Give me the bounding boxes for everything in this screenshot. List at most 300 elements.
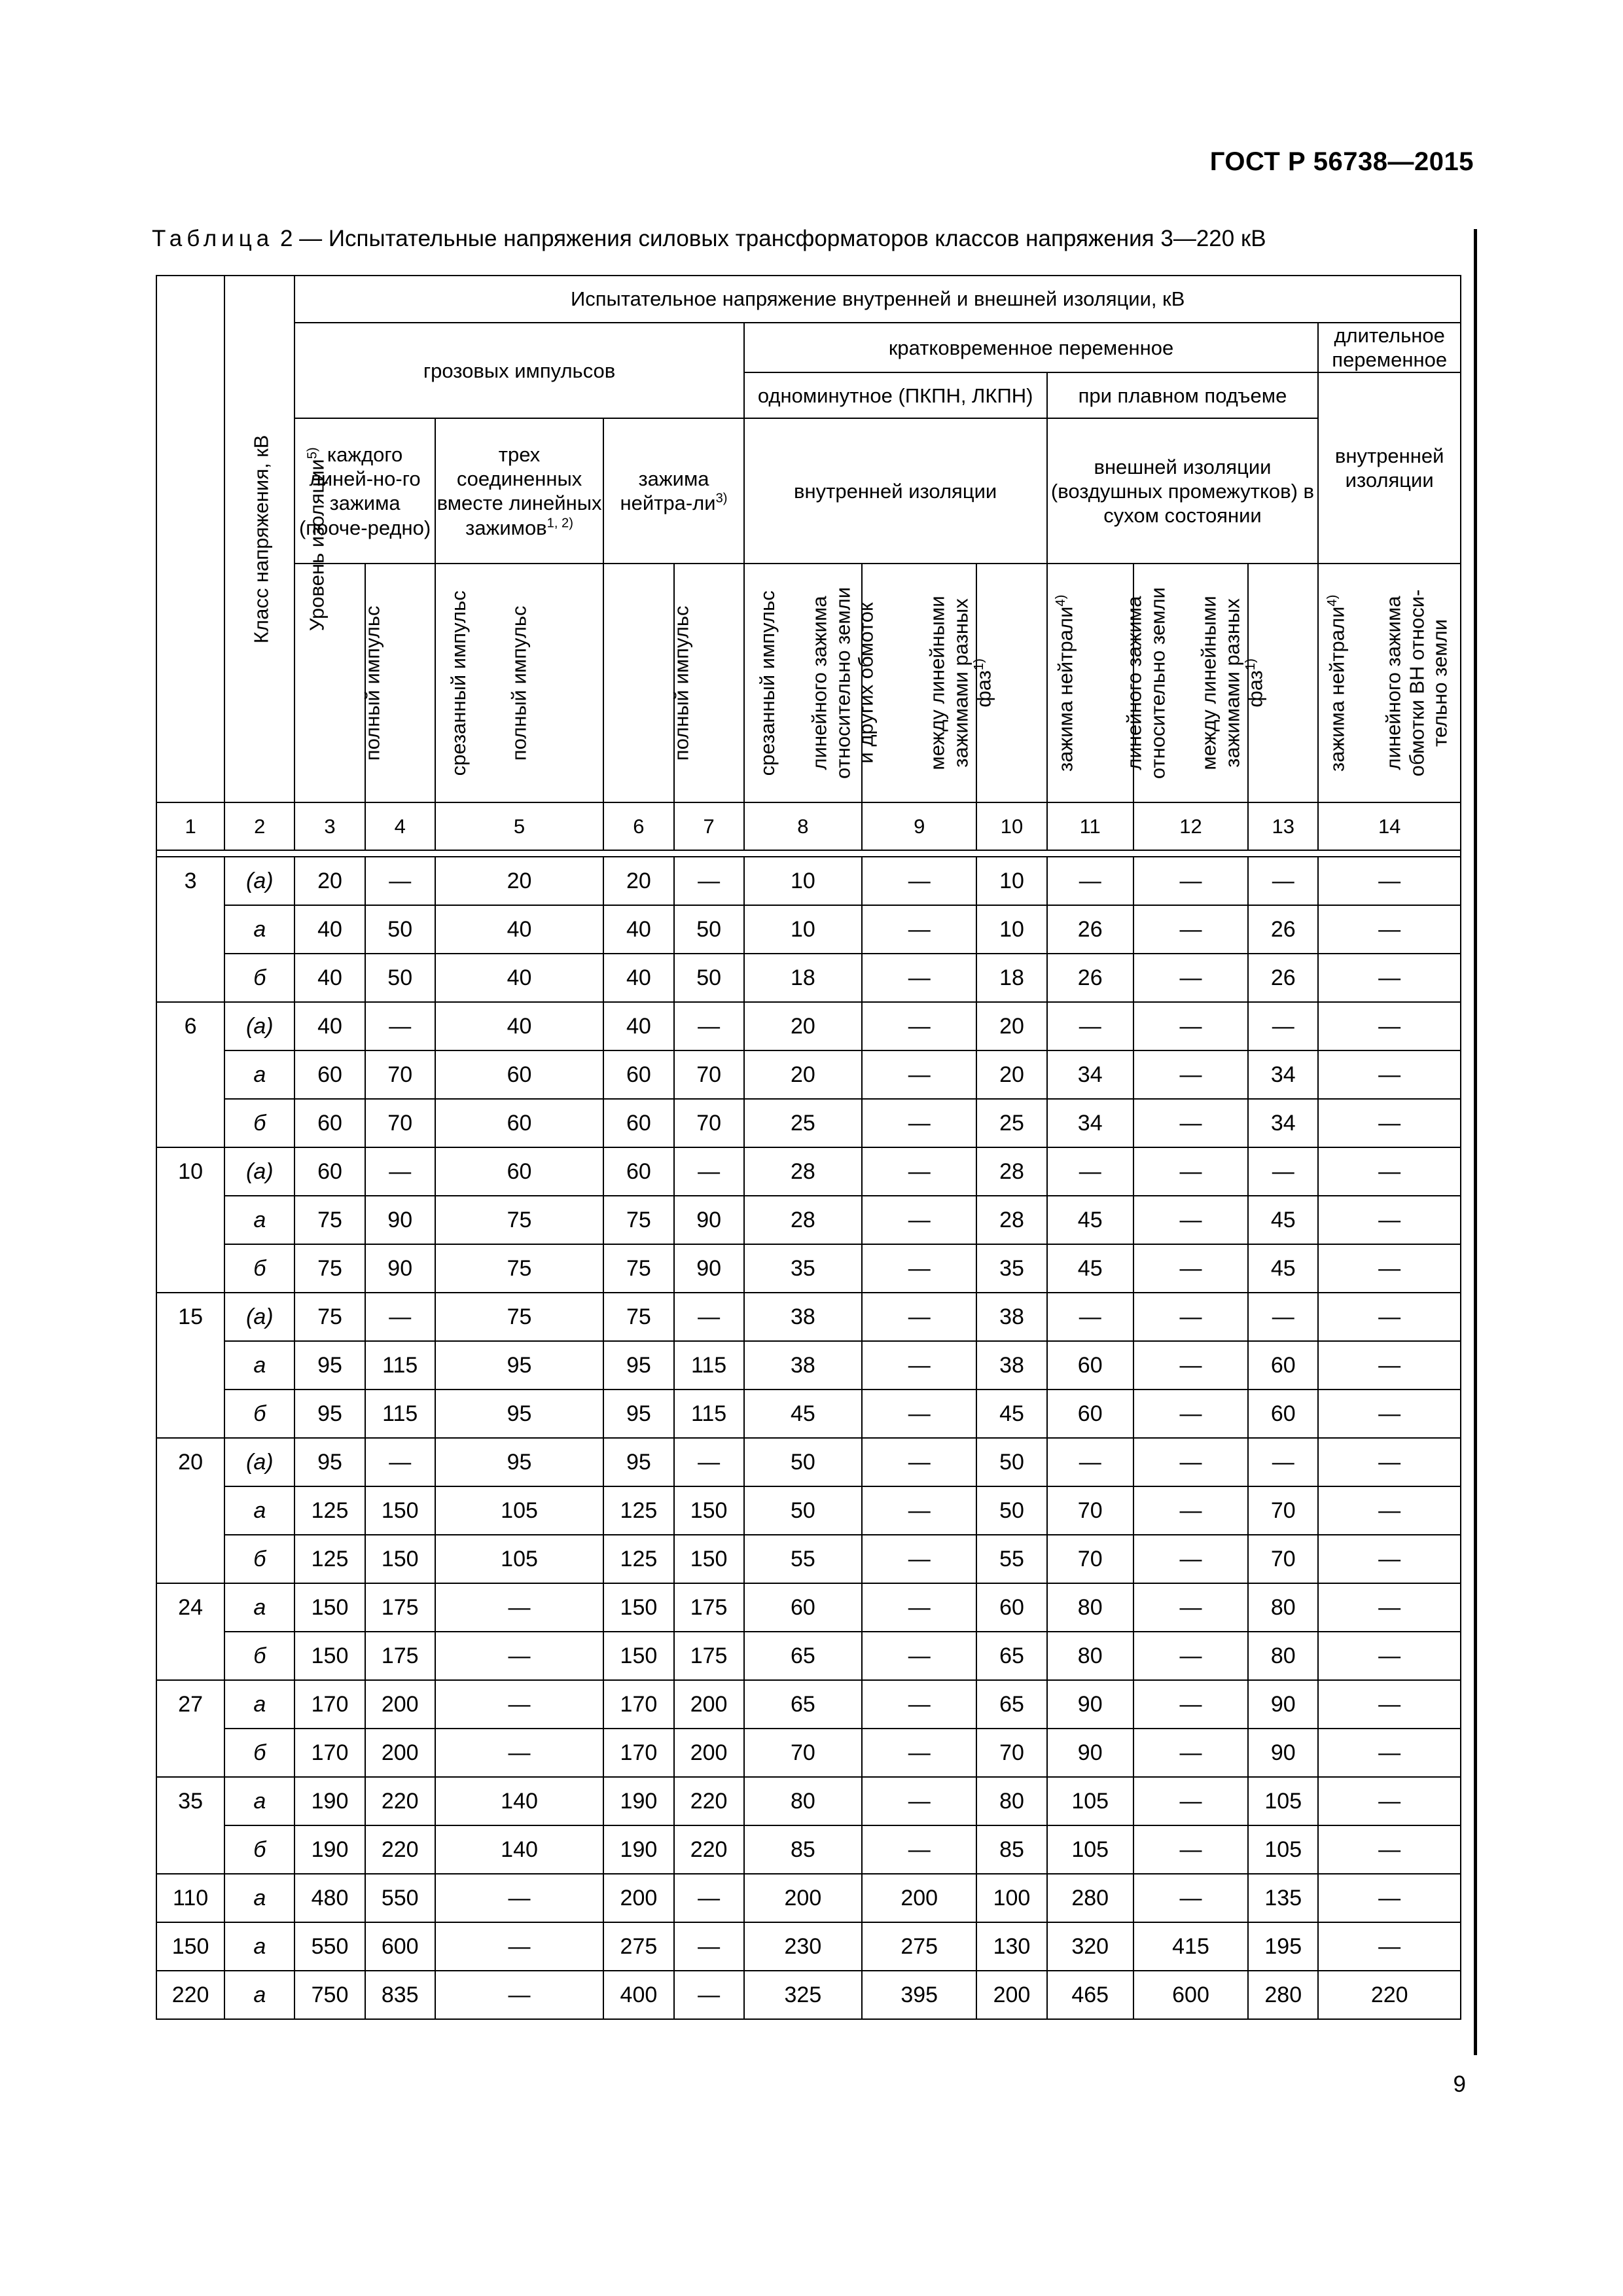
value-cell: — (1047, 1293, 1133, 1341)
value-cell: — (862, 1632, 976, 1680)
value-cell: 125 (294, 1535, 365, 1583)
value-cell: 200 (674, 1680, 744, 1729)
double-rule (156, 850, 1461, 857)
header-chopped-impulse-7: срезанный импульс (674, 564, 744, 802)
value-cell: 70 (744, 1729, 862, 1777)
value-cell: 835 (365, 1971, 435, 2019)
value-cell: 125 (294, 1486, 365, 1535)
value-cell: — (365, 1438, 435, 1486)
value-cell: — (435, 1583, 604, 1632)
value-cell: 34 (1248, 1050, 1318, 1099)
value-cell: — (1047, 1438, 1133, 1486)
value-cell: — (862, 905, 976, 954)
table-row (156, 1535, 1461, 1583)
value-cell: 190 (294, 1825, 365, 1874)
value-cell: 75 (294, 1293, 365, 1341)
column-number: 2 (224, 802, 294, 850)
column-number: 8 (744, 802, 862, 850)
value-cell: 60 (435, 1099, 604, 1147)
value-cell: — (862, 1390, 976, 1438)
value-cell: 50 (744, 1486, 862, 1535)
value-cell: 50 (976, 1438, 1046, 1486)
insulation-level-cell: а (224, 1922, 294, 1971)
value-cell: 25 (744, 1099, 862, 1147)
value-cell: 45 (1248, 1196, 1318, 1244)
value-cell: 200 (976, 1971, 1046, 2019)
value-cell: — (674, 1002, 744, 1050)
header-line-to-ground: линейного зажима относительно земли (1047, 564, 1133, 802)
value-cell: 150 (365, 1535, 435, 1583)
value-cell: 65 (744, 1680, 862, 1729)
column-number: 6 (603, 802, 673, 850)
value-cell: 60 (1047, 1341, 1133, 1390)
value-cell: 175 (674, 1583, 744, 1632)
value-cell: — (862, 954, 976, 1002)
value-cell: 38 (976, 1293, 1046, 1341)
value-cell: — (1318, 1825, 1461, 1874)
value-cell: 70 (1047, 1486, 1133, 1535)
value-cell: 28 (744, 1196, 862, 1244)
value-cell: 175 (365, 1583, 435, 1632)
value-cell: 20 (435, 857, 604, 905)
value-cell: 60 (1047, 1390, 1133, 1438)
value-cell: 280 (1248, 1971, 1318, 2019)
value-cell: 60 (435, 1147, 604, 1196)
table-row (156, 905, 1461, 954)
value-cell: 10 (744, 905, 862, 954)
value-cell: — (862, 1050, 976, 1099)
value-cell: — (862, 1583, 976, 1632)
value-cell: — (1047, 1147, 1133, 1196)
header-between-phases-9: между линейными зажимами разных фаз$^{1)}$ (862, 564, 976, 802)
table-row (156, 1002, 1461, 1050)
value-cell: — (1318, 1583, 1461, 1632)
insulation-level-cell: (а) (224, 857, 294, 905)
value-cell: — (1318, 1535, 1461, 1583)
voltage-class-cell: 3 (156, 857, 224, 1002)
insulation-level-cell: а (224, 1874, 294, 1922)
value-cell: 80 (976, 1777, 1046, 1825)
value-cell: 95 (435, 1438, 604, 1486)
header-lightning: грозовых импульсов (294, 323, 743, 418)
value-cell: 220 (674, 1777, 744, 1825)
value-cell: — (674, 1438, 744, 1486)
value-cell: 95 (294, 1438, 365, 1486)
value-cell: 95 (603, 1438, 673, 1486)
value-cell: 80 (1047, 1583, 1133, 1632)
value-cell: 55 (744, 1535, 862, 1583)
value-cell: 35 (976, 1244, 1046, 1293)
value-cell: 75 (435, 1293, 604, 1341)
value-cell: 20 (976, 1050, 1046, 1099)
column-number: 7 (674, 802, 744, 850)
value-cell: 115 (674, 1390, 744, 1438)
table-row (156, 954, 1461, 1002)
value-cell: — (674, 1971, 744, 2019)
value-cell: — (1318, 1341, 1461, 1390)
value-cell: 140 (435, 1825, 604, 1874)
column-number-row (156, 802, 1461, 850)
table-row (156, 1729, 1461, 1777)
value-cell: — (1133, 905, 1248, 954)
value-cell: 70 (674, 1050, 744, 1099)
column-number: 5 (435, 802, 604, 850)
value-cell: 115 (365, 1390, 435, 1438)
value-cell: 26 (1248, 954, 1318, 1002)
value-cell: — (674, 1147, 744, 1196)
column-number: 3 (294, 802, 365, 850)
value-cell: — (435, 1971, 604, 2019)
insulation-level-cell: а (224, 1680, 294, 1729)
voltage-class-cell: 110 (156, 1874, 224, 1922)
value-cell: — (1133, 1341, 1248, 1390)
value-cell: 28 (976, 1147, 1046, 1196)
value-cell: 60 (603, 1147, 673, 1196)
value-cell: 50 (976, 1486, 1046, 1535)
test-voltage-table (156, 275, 1461, 2020)
value-cell: 150 (365, 1486, 435, 1535)
margin-rule (1474, 229, 1477, 2055)
value-cell: — (365, 1147, 435, 1196)
voltage-class-cell: 6 (156, 1002, 224, 1147)
value-cell: 10 (976, 905, 1046, 954)
value-cell: 105 (1047, 1825, 1133, 1874)
value-cell: — (862, 1535, 976, 1583)
value-cell: — (1133, 1244, 1248, 1293)
value-cell: 750 (294, 1971, 365, 2019)
header-hv-line-to-ground: линейного зажима обмотки ВН относи-тельно земли (1318, 564, 1461, 802)
value-cell: 80 (1248, 1632, 1318, 1680)
value-cell: — (1318, 1293, 1461, 1341)
insulation-level-cell: а (224, 1971, 294, 2019)
table-row (156, 1390, 1461, 1438)
table-body (156, 850, 1461, 2019)
value-cell: 70 (1248, 1486, 1318, 1535)
value-cell: 65 (744, 1632, 862, 1680)
insulation-level-cell: б (224, 1729, 294, 1777)
value-cell: 10 (744, 857, 862, 905)
insulation-level-cell: а (224, 1486, 294, 1535)
value-cell: — (862, 1341, 976, 1390)
value-cell: 20 (976, 1002, 1046, 1050)
header-between-phases-12: между линейными зажимами разных фаз$^{1)}$ (1133, 564, 1248, 802)
value-cell: 34 (1047, 1050, 1133, 1099)
value-cell: 90 (365, 1244, 435, 1293)
value-cell: — (1133, 1486, 1248, 1535)
table-row (156, 1632, 1461, 1680)
header-chopped-impulse-4: срезанный импульс (365, 564, 435, 802)
value-cell: 28 (744, 1147, 862, 1196)
value-cell: 140 (435, 1777, 604, 1825)
value-cell: 125 (603, 1486, 673, 1535)
insulation-level-cell: (а) (224, 1293, 294, 1341)
value-cell: — (435, 1922, 604, 1971)
value-cell: 75 (603, 1244, 673, 1293)
value-cell: — (674, 1293, 744, 1341)
value-cell: — (1047, 857, 1133, 905)
header-external-insulation: внешней изоляции (воздушных промежутков) в сухом состоянии (1047, 418, 1319, 564)
value-cell: — (1318, 1874, 1461, 1922)
value-cell: — (862, 1293, 976, 1341)
voltage-class-cell: 220 (156, 1971, 224, 2019)
value-cell: 125 (603, 1535, 673, 1583)
value-cell: — (1133, 1825, 1248, 1874)
value-cell: 20 (294, 857, 365, 905)
header-long-ac: длительное переменное (1318, 323, 1461, 372)
table-row (156, 1341, 1461, 1390)
value-cell: 220 (1318, 1971, 1461, 2019)
column-number: 1 (156, 802, 224, 850)
value-cell: — (1318, 1729, 1461, 1777)
value-cell: — (1318, 1777, 1461, 1825)
value-cell: 75 (294, 1196, 365, 1244)
value-cell: 65 (976, 1680, 1046, 1729)
value-cell: — (1318, 954, 1461, 1002)
table-row (156, 1099, 1461, 1147)
value-cell: 60 (603, 1050, 673, 1099)
value-cell: 95 (435, 1341, 604, 1390)
value-cell: — (1248, 857, 1318, 905)
value-cell: — (1318, 1002, 1461, 1050)
value-cell: 45 (1248, 1244, 1318, 1293)
value-cell: 55 (976, 1535, 1046, 1583)
value-cell: — (1318, 1196, 1461, 1244)
value-cell: 45 (1047, 1196, 1133, 1244)
value-cell: — (1133, 857, 1248, 905)
value-cell: — (862, 1680, 976, 1729)
value-cell: — (1318, 1099, 1461, 1147)
table-row (156, 1680, 1461, 1729)
value-cell: 135 (1248, 1874, 1318, 1922)
voltage-class-cell: 24 (156, 1583, 224, 1680)
value-cell: 115 (674, 1341, 744, 1390)
value-cell: 200 (603, 1874, 673, 1922)
value-cell: — (862, 857, 976, 905)
insulation-level-cell: (а) (224, 1438, 294, 1486)
value-cell: 105 (1047, 1777, 1133, 1825)
value-cell: — (1133, 1680, 1248, 1729)
value-cell: — (1248, 1438, 1318, 1486)
insulation-level-cell: б (224, 1390, 294, 1438)
insulation-level-cell: а (224, 1050, 294, 1099)
value-cell: 90 (674, 1244, 744, 1293)
value-cell: — (1133, 1099, 1248, 1147)
value-cell: 25 (976, 1099, 1046, 1147)
value-cell: 40 (294, 905, 365, 954)
value-cell: — (1318, 1050, 1461, 1099)
value-cell: 60 (744, 1583, 862, 1632)
table-caption (152, 226, 1266, 252)
value-cell: 200 (744, 1874, 862, 1922)
value-cell: 325 (744, 1971, 862, 2019)
value-cell: 60 (976, 1583, 1046, 1632)
value-cell: — (674, 1922, 744, 1971)
value-cell: — (1133, 1438, 1248, 1486)
header-three-terminals: трех соединенных вместе линейных зажимов$^{1, 2)}$ (435, 418, 604, 564)
table-header (156, 276, 1461, 850)
insulation-level-cell: б (224, 1632, 294, 1680)
value-cell: — (1318, 1486, 1461, 1535)
value-cell: 175 (365, 1632, 435, 1680)
value-cell: 45 (976, 1390, 1046, 1438)
value-cell: — (1133, 954, 1248, 1002)
value-cell: 38 (744, 1293, 862, 1341)
page-number: 9 (1453, 2072, 1466, 2097)
insulation-level-cell: а (224, 1583, 294, 1632)
caption-lead: Таблица (152, 226, 274, 251)
value-cell: 18 (744, 954, 862, 1002)
table-row (156, 1050, 1461, 1099)
value-cell: 40 (294, 1002, 365, 1050)
voltage-class-cell: 15 (156, 1293, 224, 1438)
voltage-class-cell: 10 (156, 1147, 224, 1293)
value-cell: 415 (1133, 1922, 1248, 1971)
table-row (156, 1244, 1461, 1293)
value-cell: 170 (603, 1680, 673, 1729)
caption-text: 2 — Испытательные напряжения силовых трансформаторов классов напряжения 3—220 кВ (274, 226, 1266, 251)
value-cell: — (1318, 1632, 1461, 1680)
value-cell: — (1318, 905, 1461, 954)
value-cell: 220 (365, 1777, 435, 1825)
value-cell: 65 (976, 1632, 1046, 1680)
header-full-impulse-3: полный импульс (294, 564, 365, 802)
insulation-level-cell: б (224, 1535, 294, 1583)
value-cell: 50 (674, 954, 744, 1002)
value-cell: 20 (603, 857, 673, 905)
insulation-level-cell: б (224, 1244, 294, 1293)
value-cell: 75 (603, 1293, 673, 1341)
value-cell: 95 (603, 1390, 673, 1438)
value-cell: 75 (435, 1196, 604, 1244)
header-one-minute: одноминутное (ПКПН, ЛКПН) (744, 372, 1047, 418)
value-cell: — (1047, 1002, 1133, 1050)
value-cell: — (1133, 1196, 1248, 1244)
value-cell: 200 (365, 1680, 435, 1729)
value-cell: — (1133, 1390, 1248, 1438)
insulation-level-cell: а (224, 905, 294, 954)
value-cell: — (1248, 1293, 1318, 1341)
column-number: 13 (1248, 802, 1318, 850)
value-cell: 60 (603, 1099, 673, 1147)
value-cell: 395 (862, 1971, 976, 2019)
value-cell: 600 (1133, 1971, 1248, 2019)
header-neutral-13: зажима нейтрали$^{4)}$ (1248, 564, 1318, 802)
table-row (156, 1293, 1461, 1341)
value-cell: 220 (674, 1825, 744, 1874)
value-cell: 40 (603, 905, 673, 954)
value-cell: — (1133, 1293, 1248, 1341)
value-cell: 40 (435, 1002, 604, 1050)
value-cell: 465 (1047, 1971, 1133, 2019)
value-cell: 70 (365, 1099, 435, 1147)
value-cell: 150 (674, 1486, 744, 1535)
value-cell: 130 (976, 1922, 1046, 1971)
value-cell: 50 (365, 954, 435, 1002)
value-cell: 220 (365, 1825, 435, 1874)
standard-number: ГОСТ Р 56738—2015 (1209, 147, 1474, 176)
header-short-ac: кратковременное переменное (744, 323, 1319, 372)
value-cell: — (1318, 1244, 1461, 1293)
column-number: 10 (976, 802, 1046, 850)
value-cell: 95 (435, 1390, 604, 1438)
insulation-level-cell: (а) (224, 1002, 294, 1050)
value-cell: 80 (1248, 1583, 1318, 1632)
value-cell: 60 (1248, 1390, 1318, 1438)
value-cell: 70 (1248, 1535, 1318, 1583)
value-cell: 200 (862, 1874, 976, 1922)
value-cell: 100 (976, 1874, 1046, 1922)
value-cell: 70 (976, 1729, 1046, 1777)
value-cell: 26 (1047, 905, 1133, 954)
table-row (156, 1825, 1461, 1874)
value-cell: 150 (294, 1632, 365, 1680)
value-cell: 60 (294, 1099, 365, 1147)
header-test-voltage: Испытательное напряжение внутренней и внешней изоляции, кВ (294, 276, 1461, 323)
value-cell: — (674, 1874, 744, 1922)
value-cell: 400 (603, 1971, 673, 2019)
value-cell: 190 (603, 1777, 673, 1825)
value-cell: 10 (976, 857, 1046, 905)
value-cell: 150 (674, 1535, 744, 1583)
value-cell: 275 (862, 1922, 976, 1971)
value-cell: — (862, 1099, 976, 1147)
value-cell: 90 (1047, 1680, 1133, 1729)
value-cell: — (862, 1729, 976, 1777)
voltage-class-cell: 27 (156, 1680, 224, 1777)
value-cell: 115 (365, 1341, 435, 1390)
header-internal-insulation: внутренней изоляции (744, 418, 1047, 564)
value-cell: — (862, 1486, 976, 1535)
value-cell: 60 (1248, 1341, 1318, 1390)
header-insulation-level: Уровень изоляции$^{5)}$ (224, 276, 294, 802)
column-number: 14 (1318, 802, 1461, 850)
value-cell: — (435, 1632, 604, 1680)
value-cell: — (435, 1874, 604, 1922)
value-cell: 190 (294, 1777, 365, 1825)
voltage-class-cell: 35 (156, 1777, 224, 1874)
header-smooth-rise: при плавном подъеме (1047, 372, 1319, 418)
value-cell: 35 (744, 1244, 862, 1293)
value-cell: 230 (744, 1922, 862, 1971)
table-row (156, 857, 1461, 905)
value-cell: 50 (744, 1438, 862, 1486)
value-cell: 600 (365, 1922, 435, 1971)
value-cell: 90 (1047, 1729, 1133, 1777)
value-cell: 275 (603, 1922, 673, 1971)
value-cell: 60 (435, 1050, 604, 1099)
value-cell: 90 (1248, 1680, 1318, 1729)
value-cell: 90 (365, 1196, 435, 1244)
value-cell: 480 (294, 1874, 365, 1922)
header-neutral-terminal: зажима нейтра-$ли^{3)}$ (603, 418, 743, 564)
value-cell: — (862, 1825, 976, 1874)
value-cell: — (862, 1196, 976, 1244)
value-cell: — (1133, 1632, 1248, 1680)
value-cell: 60 (294, 1147, 365, 1196)
value-cell: 38 (976, 1341, 1046, 1390)
value-cell: 40 (294, 954, 365, 1002)
value-cell: 95 (603, 1341, 673, 1390)
value-cell: — (1318, 1390, 1461, 1438)
value-cell: 34 (1248, 1099, 1318, 1147)
header-each-line-terminal: каждого линей-но-го зажима (пооче-редно) (294, 418, 435, 564)
value-cell: — (1133, 1050, 1248, 1099)
value-cell: 60 (294, 1050, 365, 1099)
value-cell: 26 (1047, 954, 1133, 1002)
value-cell: 190 (603, 1825, 673, 1874)
table-row (156, 1971, 1461, 2019)
value-cell: 90 (674, 1196, 744, 1244)
